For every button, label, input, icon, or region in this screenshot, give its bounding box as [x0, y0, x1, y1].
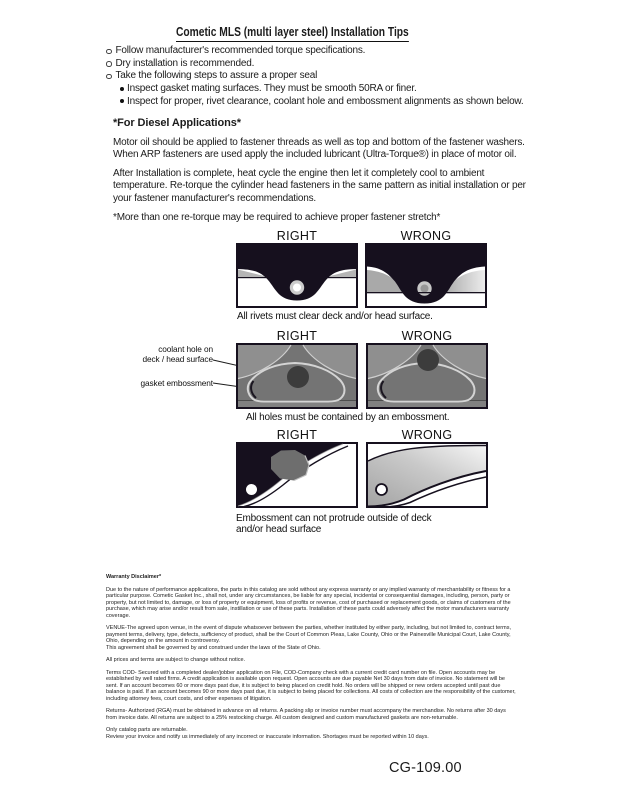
figure-protrude-right: [236, 429, 358, 508]
right-label: RIGHT: [276, 229, 318, 243]
filled-bullet-icon: [120, 99, 124, 103]
caption-protrusion: Embossment can not protrude outside of deck and/or head surface: [236, 513, 432, 535]
disclaimer-paragraph: Only catalog parts are returnable.: [106, 727, 188, 733]
wrong-label: WRONG: [401, 428, 453, 442]
diesel-applications-section: [113, 117, 537, 230]
catalog-code: CG-109.00: [389, 760, 462, 776]
figure-protrude-wrong: [366, 429, 488, 508]
figure-hole-wrong: [366, 330, 488, 409]
list-item-text: Inspect gasket mating surfaces. They must be smooth 50RA or finer.: [127, 83, 417, 95]
hollow-bullet-icon: [106, 74, 112, 80]
list-item: [106, 45, 551, 57]
disclaimer-paragraph: Terms COD- Secured with a completed dealer/jobber application on File, COD-Company check with a current credit card number on file. Open accounts may be established by well rated firms. A credit application is available upon request. Open accounts are due payable Net 30 days from date of invoice. No statement will be sent. If an account becomes 60 or more days past due, it is subject to being placed on credit hold. No orders will be shipped or new orders accepted until past due balance is paid. If an account becomes 90 or more days past due, it is subject to being placed for collections. All costs of collection are the responsibility of the customer, including attorney fees, court costs, and other expenses of litigation.: [106, 669, 516, 702]
disclaimer-paragraph: This agreement shall be governed by and construed under the laws of the State of Ohio.: [106, 644, 321, 651]
disclaimer-paragraph: Review your invoice and notify us immediately of any incorrect or inaccurate information. Shortages must be reported within 10 days.: [106, 733, 429, 740]
disclaimer-heading: Warranty Disclaimer*: [106, 574, 162, 580]
hollow-bullet-icon: [106, 49, 112, 55]
section-heading: *For Diesel Applications*: [113, 117, 241, 129]
caption-holes: All holes must be contained by an embossment.: [246, 412, 450, 423]
disclaimer-paragraph: All prices and terms are subject to change without notice.: [106, 657, 246, 663]
figure-rivet-right: [236, 230, 358, 308]
paragraph: Motor oil should be applied to fastener threads as well as top and bottom of the fastener washers. When ARP fasteners are used apply the included lubricant (Ultra-Torque®) in place of motor oil.: [113, 136, 525, 161]
coolant-hole-label: coolant hole on deck / head surface: [142, 344, 213, 364]
filled-bullet-icon: [120, 87, 124, 91]
disclaimer-paragraph: Returns- Authorized (RGA) must be obtained in advance on all returns. A packing slip or invoice number must accompany the merchandise. No returns after 30 days from invoice date. All returns are subject to a 25% restocking charge. All custom designed and custom manufactured gaskets are non-returnable.: [106, 708, 506, 721]
note-text: *More than one re-torque may be required to achieve proper fastener stretch*: [113, 211, 441, 223]
installation-tips-list: [106, 45, 551, 109]
paragraph: After Installation is complete, heat cycle the engine then let it completely cool to ambient temperature. Re-torque the cylinder head fasteners in the same pattern as initial installation or per your fastener manufacturer's recommendations.: [113, 167, 526, 204]
figure-rivet-wrong: [365, 230, 487, 308]
page-title: Cometic MLS (multi layer steel) Installation Tips: [176, 25, 409, 42]
wrong-label: WRONG: [400, 229, 452, 243]
list-item: [106, 58, 551, 70]
hole-embossment-wrong-diagram: [366, 343, 488, 409]
list-sub-item: [120, 83, 551, 95]
wrong-label: WRONG: [401, 329, 453, 343]
list-sub-item: [120, 96, 551, 108]
list-item: [106, 70, 551, 82]
rivet-clearance-wrong-diagram: [365, 243, 487, 308]
caption-rivets: All rivets must clear deck and/or head surface.: [237, 311, 433, 322]
list-item-text: Inspect for proper, rivet clearance, coolant hole and embossment alignments as shown below.: [127, 95, 524, 107]
list-item-text: Take the following steps to assure a proper seal: [115, 70, 318, 82]
hollow-bullet-icon: [106, 61, 112, 67]
warranty-disclaimer: [106, 574, 516, 746]
right-label: RIGHT: [276, 428, 318, 442]
hole-embossment-right-diagram: [236, 343, 358, 409]
disclaimer-paragraph: Due to the nature of performance applications, the parts in this catalog are sold without any express warranty or any implied warranty of merchantability or fitness for a particular purpose. Cometic Gasket Inc., shall not, under any circumstances, be liable for any special, incidental or consequential damages, including, person, party or property, but not limited to, damage, or loss of property or equipment, loss of profits or revenue, cost of purchased or replacement goods, or claims of customers of the purchase, which may arise and/or result from sale, instillation or use of these parts. Installation of these parts could adversely affect the motor manufacturers warranty coverage.: [106, 586, 511, 619]
list-item-text: Dry installation is recommended.: [115, 57, 255, 69]
disclaimer-paragraph: VENUE-The agreed upon venue, in the event of dispute whatsoever between the parties, whether instituted by either party, including, but not limited to, contract terms, payment terms, delivery, type, defects, sufficiency of product, shall be the Court of Common Pleas, Lake County, Ohio or the Painesville Municipal Court, Lake County, Ohio, depending on the amount in controversy.: [106, 625, 511, 644]
gasket-embossment-label: gasket embossment: [140, 378, 213, 388]
protrusion-right-diagram: [236, 442, 358, 508]
figure-hole-right: [236, 330, 358, 409]
rivet-clearance-right-diagram: [236, 243, 358, 308]
list-item-text: Follow manufacturer's recommended torque specifications.: [115, 45, 366, 56]
right-label: RIGHT: [276, 329, 318, 343]
protrusion-wrong-diagram: [366, 442, 488, 508]
